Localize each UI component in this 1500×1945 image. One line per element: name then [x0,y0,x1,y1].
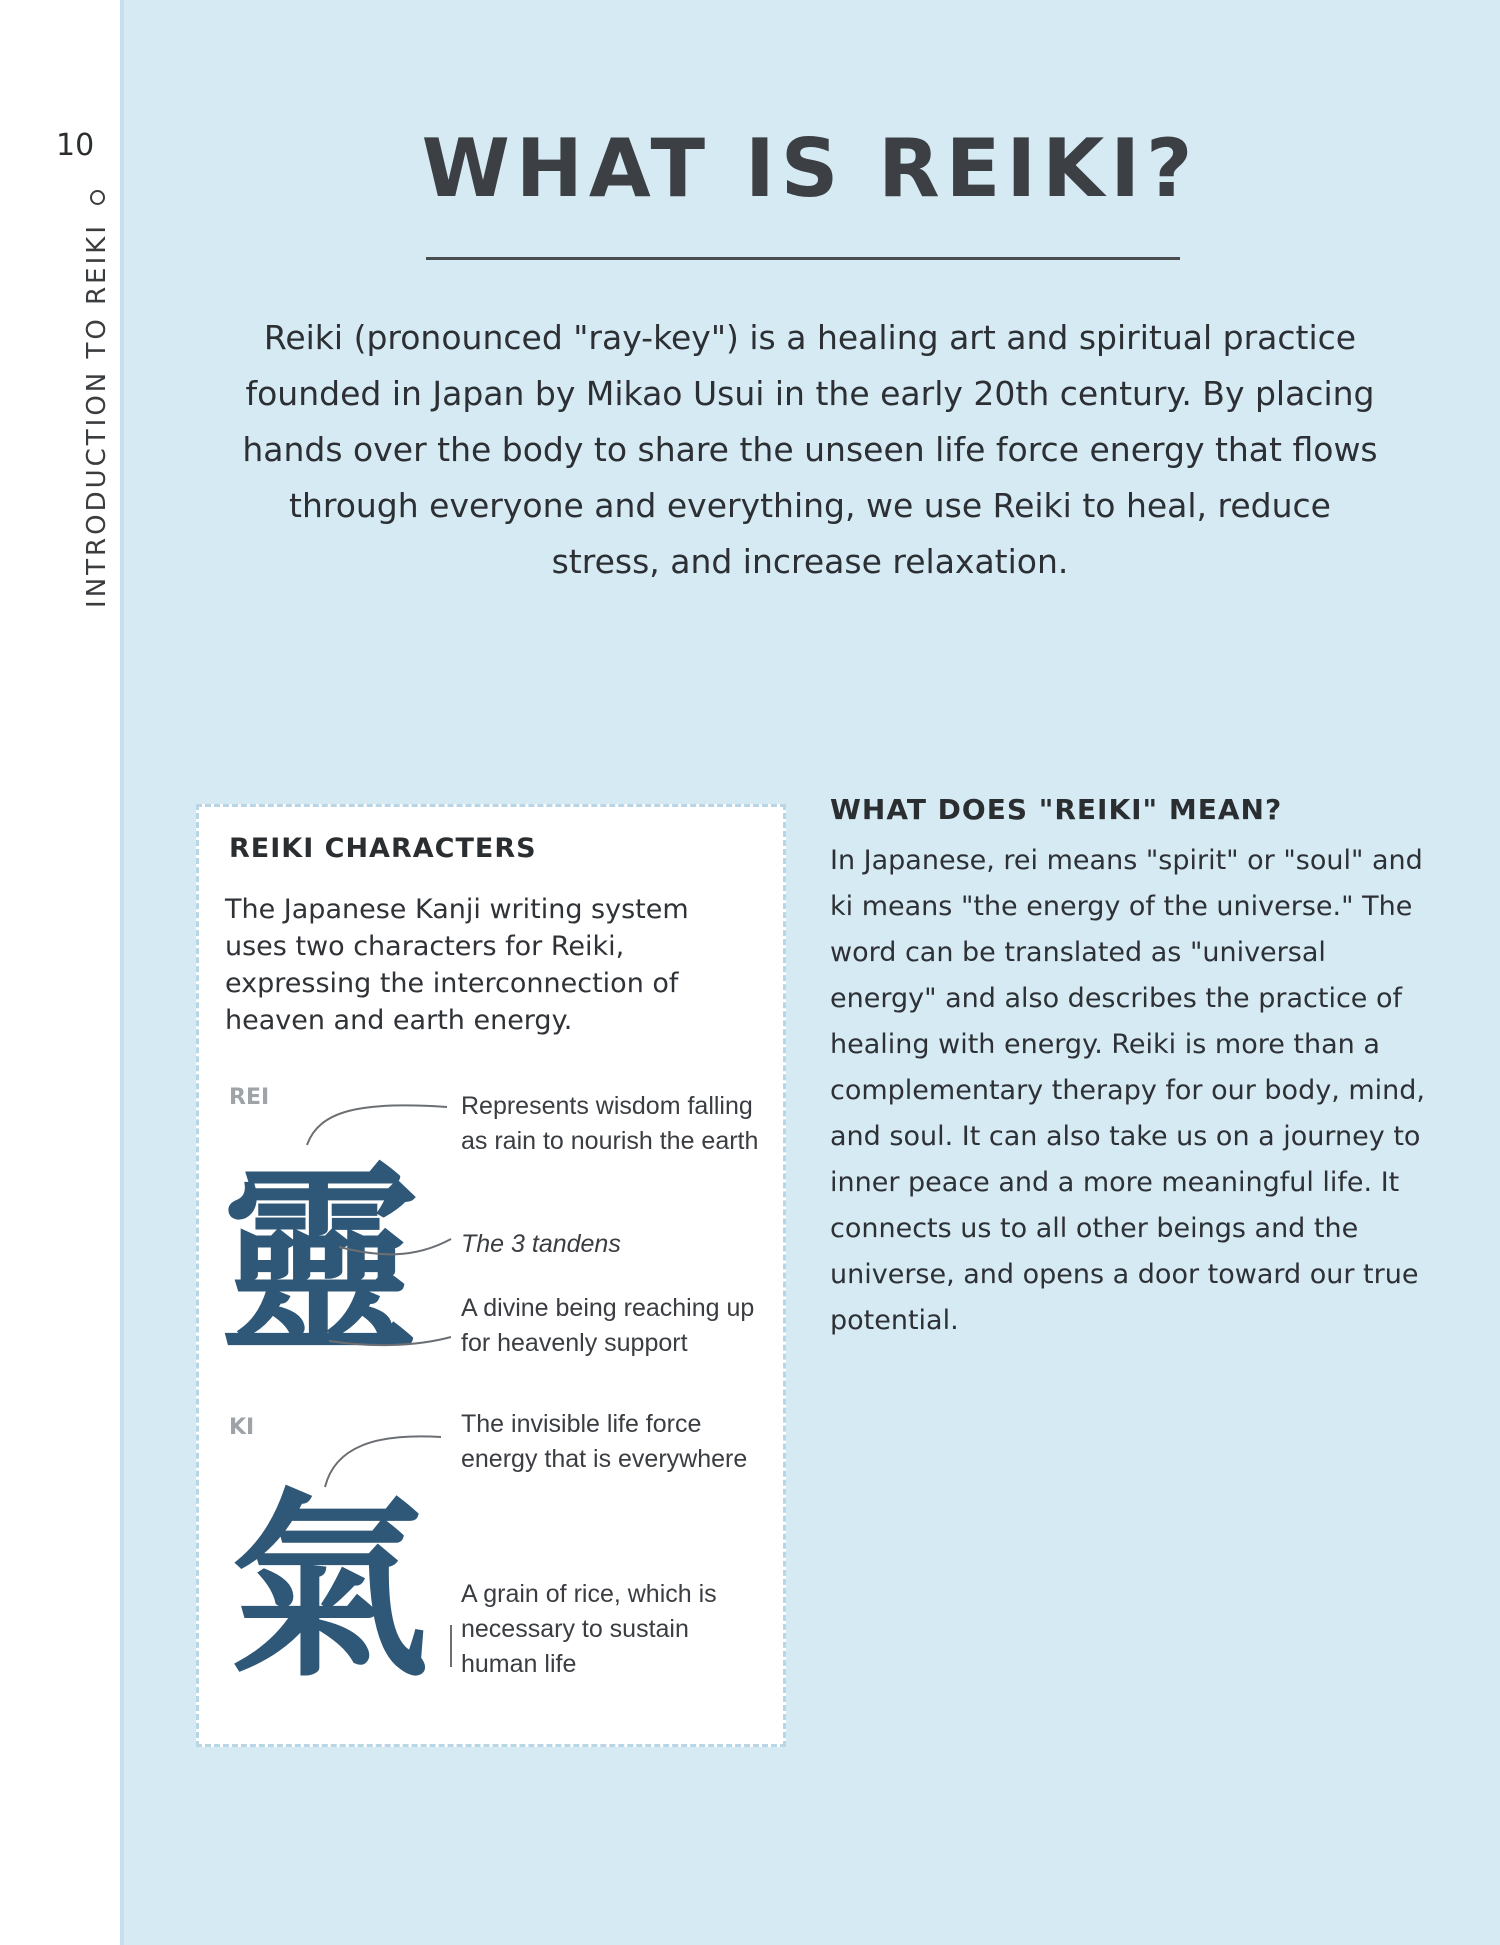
rei-note-divine: A divine being reaching up for heavenly support [461,1294,755,1357]
ki-note-energy: The invisible life force energy that is everywhere [461,1410,748,1473]
rei-kanji: 靈 [218,1146,420,1379]
rei-note-tandens [461,1227,761,1262]
ki-label: KI [229,1415,255,1440]
reiki-characters-box [196,804,786,1747]
rei-note-wisdom: Represents wisdom falling as rain to nourish the earth [461,1092,759,1155]
meaning-paragraph: In Japanese, rei means "spirit" or "soul" and ki means "the energy of the universe." The word can be translated as "universal energy" and also describes the practice of healing with energy. Reiki is more than a complementary therapy for our body, mind, and soul. It can also take us on a journey to inner peace and a more meaningful life. It connects us to all other beings and the universe, and opens a door toward our true potential. [830,845,1425,1336]
running-head [82,190,112,620]
box-intro: The Japanese Kanji writing system uses two characters for Reiki, expressing the interconnection of heaven and earth energy. [225,894,689,1036]
ki-kanji: 氣 [228,1472,430,1705]
rei-label: REI [229,1085,270,1110]
intro-paragraph: Reiki (pronounced "ray-key") is a healing art and spiritual practice founded in Japan by Mikao Usui in the early 20th century. By placing hands over the body to share the unseen life force energy that flows through everyone and everything, we use Reiki to heal, reduce stress, and increase relaxation. [242,318,1378,581]
box-heading: REIKI CHARACTERS [229,833,537,864]
page-title: WHAT IS REIKI? [421,122,1199,215]
meaning-heading: WHAT DOES "REIKI" MEAN? [830,793,1283,826]
rei-note-tandens-text: The 3 tandens [461,1230,621,1258]
circle-bullet-icon [90,190,105,205]
title-divider [426,257,1180,260]
ki-note-rice: A grain of rice, which is necessary to sustain human life [461,1580,717,1678]
page-number: 10 [56,128,95,163]
leader-line-wisdom [307,1105,447,1145]
running-head-text: INTRODUCTION TO REIKI [82,223,112,608]
